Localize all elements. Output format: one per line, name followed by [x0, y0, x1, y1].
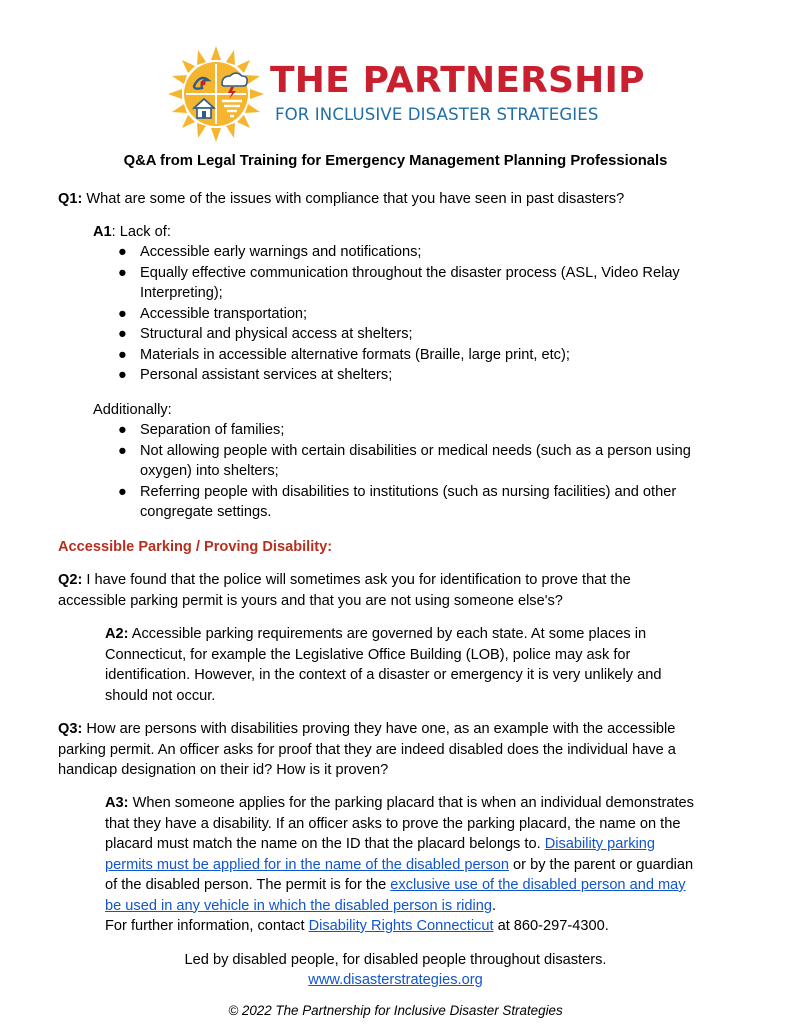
- answer-3: A3: When someone applies for the parking placard that is when an individual demonstrates that they have a disability. If an officer asks to prove the parking placard, the name on the placard must match the name on the ID that the placard belongs to. Disability parking permits must be applied for in the name of the disabled person or by the parent or guardian of the disabled person. The permit is for the exclusive use of the disabled person and may be used in any vehicle in which the disabled person is riding. For further information, contact Disability Rights Connecticut at 860-297-4300.: [105, 795, 694, 934]
- question-3: Q3: How are persons with disabilities proving they have one, as an example with the accessible parking permit. An officer asks for proof that they are indeed disabled does the individual have a handicap designation on their id? How is it proven?: [58, 721, 676, 778]
- list-item: ● Personal assistant services at shelters;: [118, 367, 393, 383]
- answer-intro-text: : Lack of:: [111, 224, 171, 240]
- list-item: ● Referring people with disabilities to institutions (such as nursing facilities) and other: [118, 483, 677, 500]
- additional-list: [118, 420, 691, 523]
- list-item-continued: congregate settings.: [140, 504, 272, 520]
- list-item: ● Equally effective communication throughout the disaster process (ASL, Video Relay: [118, 264, 680, 281]
- list-item: ● Accessible early warnings and notifications;: [118, 244, 422, 260]
- list-item-continued: Interpreting);: [140, 285, 223, 301]
- list-item-continued: oxygen) into shelters;: [140, 463, 279, 479]
- logo-subtitle: FOR INCLUSIVE DISASTER STRATEGIES: [275, 105, 599, 124]
- logo-title: THE PARTNERSHIP: [270, 60, 645, 101]
- answer-label: A2:: [105, 626, 129, 642]
- list-item: ● Structural and physical access at shelters;: [118, 326, 413, 342]
- question-label: Q1:: [58, 191, 83, 207]
- section-title: Accessible Parking / Proving Disability:: [58, 539, 333, 555]
- question-label: Q2:: [58, 572, 83, 588]
- question-2: Q2: I have found that the police will sometimes ask you for identification to prove that the accessible parking permit is yours and that you are not using someone else's?: [58, 572, 631, 609]
- question-label: Q3:: [58, 721, 83, 737]
- question-1: [58, 189, 624, 210]
- sun-logo-icon: [168, 46, 264, 142]
- answer-label: A1: [93, 224, 112, 240]
- logo: [168, 46, 645, 142]
- list-item: ● Accessible transportation;: [118, 305, 308, 322]
- page-title: Q&A from Legal Training for Emergency Management Planning Professionals: [123, 153, 668, 169]
- list-item: ● Not allowing people with certain disabilities or medical needs (such as a person using: [118, 442, 691, 459]
- question-text: What are some of the issues with compliance that you have seen in past disasters?: [82, 191, 625, 207]
- exclusive-use-link[interactable]: exclusive use of the disabled person and may: [390, 877, 686, 893]
- list-item: ● Separation of families;: [118, 422, 285, 438]
- website-link-wrap: [0, 970, 791, 991]
- parking-permit-link[interactable]: Disability parking: [544, 836, 655, 852]
- exclusive-use-link-continued[interactable]: be used in any vehicle in which the disabled person is riding: [105, 897, 492, 914]
- copyright-footer: © 2022 The Partnership for Inclusive Disaster Strategies: [228, 1003, 563, 1018]
- a1-list: [118, 242, 680, 386]
- tagline: Led by disabled people, for disabled people throughout disasters.: [184, 952, 607, 968]
- answer-2: A2: Accessible parking requirements are governed by each state. At some places in Connecticut, for example the Legislative Office Building (LOB), police may ask for identification. However, in the context of a disaster or emergency it is very unlikely and should not occur.: [105, 626, 662, 704]
- answer-1-intro: [93, 222, 171, 243]
- parking-permit-link-continued[interactable]: permits must be applied for in the name of the disabled person: [105, 856, 509, 873]
- answer-label: A3:: [105, 795, 129, 811]
- additionally-label: Additionally:: [93, 402, 172, 418]
- disability-rights-ct-link[interactable]: Disability Rights Connecticut: [308, 918, 494, 934]
- list-item: ● Materials in accessible alternative formats (Braille, large print, etc);: [118, 346, 570, 363]
- website-link[interactable]: www.disasterstrategies.org: [308, 972, 483, 988]
